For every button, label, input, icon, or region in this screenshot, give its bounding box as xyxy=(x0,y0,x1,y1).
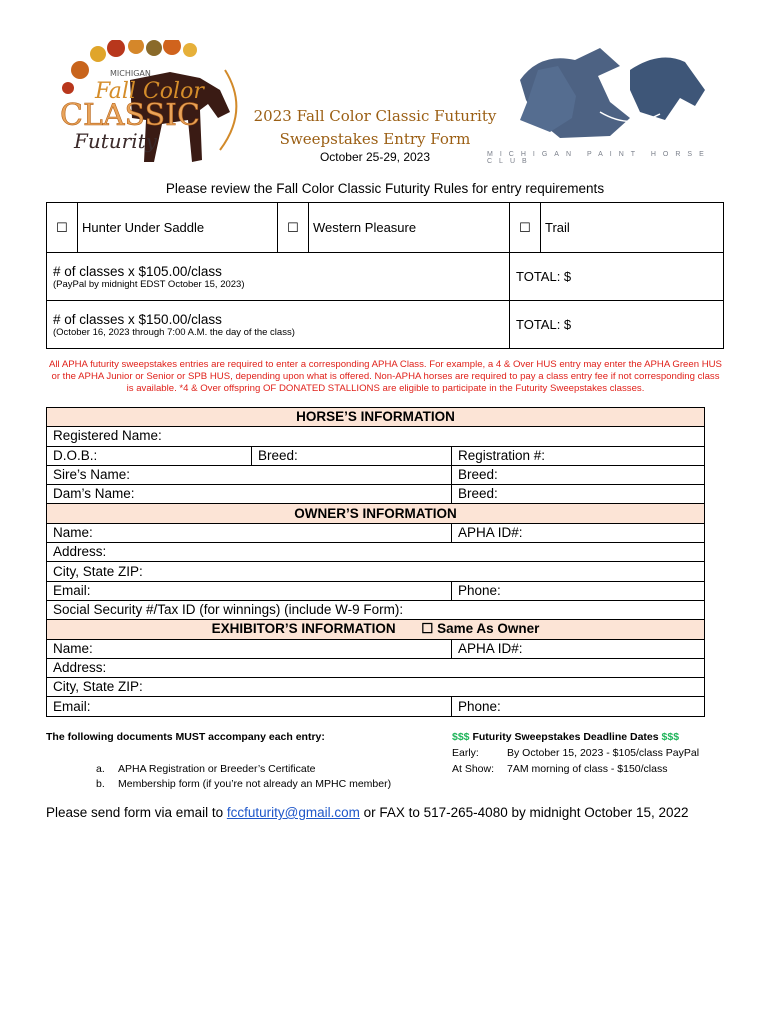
exhibitor-apha-id-field[interactable]: APHA ID#: xyxy=(452,639,705,658)
hus-checkbox[interactable]: ☐ xyxy=(47,203,78,253)
send-instructions xyxy=(46,805,689,820)
deadline-key: Early: xyxy=(452,747,479,759)
owner-city-field[interactable]: City, State ZIP: xyxy=(47,562,705,581)
deadline-value: 7AM morning of class - $150/class xyxy=(507,763,668,775)
fall-color-classic-logo xyxy=(50,40,250,180)
money-sign-left: $$$ xyxy=(452,731,470,743)
deadline-row xyxy=(452,747,699,759)
deadline-row xyxy=(452,763,667,775)
horse-info-heading: HORSE’S INFORMATION xyxy=(47,408,705,427)
club-name: MICHIGAN PAINT HORSE CLUB xyxy=(487,151,711,165)
same-as-owner-label: Same As Owner xyxy=(437,621,540,637)
logo-classic-text: CLASSIC xyxy=(60,98,200,133)
deadline-value: By October 15, 2023 - $105/class PayPal xyxy=(507,747,700,759)
review-note: Please review the Fall Color Classic Futurity Rules for entry requirements xyxy=(165,181,605,196)
email-link[interactable]: fccfuturity@gmail.com xyxy=(226,805,360,820)
registration-field[interactable]: Registration #: xyxy=(452,446,705,465)
documents-item xyxy=(96,763,315,775)
dob-field[interactable]: D.O.B.: xyxy=(47,446,252,465)
documents-item-letter: a. xyxy=(96,763,105,775)
fee-late-label: # of classes x $150.00/class xyxy=(53,311,222,327)
send-prefix: Please send form via email to xyxy=(46,805,224,820)
deadline-title-text: Futurity Sweepstakes Deadline Dates xyxy=(472,731,659,743)
class-trail: Trail xyxy=(541,203,724,253)
info-table xyxy=(46,407,705,717)
owner-ssn-field[interactable]: Social Security #/Tax ID (for winnings) (include W-9 Form): xyxy=(47,600,705,619)
owner-phone-field[interactable]: Phone: xyxy=(452,581,705,600)
class-western-pleasure: Western Pleasure xyxy=(309,203,510,253)
sire-name-field[interactable]: Sire’s Name: xyxy=(47,465,452,484)
breed-field[interactable]: Breed: xyxy=(252,446,452,465)
exhibitor-email-field[interactable]: Email: xyxy=(47,697,452,716)
owner-info-heading: OWNER’S INFORMATION xyxy=(47,504,705,523)
horse-head-right xyxy=(630,58,705,121)
deadline-title xyxy=(452,731,679,743)
trail-checkbox[interactable]: ☐ xyxy=(510,203,541,253)
owner-apha-id-field[interactable]: APHA ID#: xyxy=(452,523,705,542)
sire-breed-field[interactable]: Breed: xyxy=(452,465,705,484)
send-suffix: or FAX to 517-265-4080 by midnight October 15, 2022 xyxy=(363,805,689,820)
exhibitor-heading-text: EXHIBITOR’S INFORMATION xyxy=(211,621,396,637)
documents-item-text: Membership form (if you’re not already an MPHC member) xyxy=(118,778,392,790)
deadline-key: At Show: xyxy=(452,763,495,775)
form-title-line1: 2023 Fall Color Classic Futurity xyxy=(253,107,497,125)
dam-breed-field[interactable]: Breed: xyxy=(452,485,705,504)
fee-late-cell[interactable] xyxy=(47,301,510,349)
fee-early-cell[interactable] xyxy=(47,253,510,301)
class-hunter-under-saddle: Hunter Under Saddle xyxy=(78,203,278,253)
documents-title: The following documents MUST accompany each entry: xyxy=(46,731,325,743)
form-title-line2: Sweepstakes Entry Form xyxy=(279,130,471,148)
wp-checkbox[interactable]: ☐ xyxy=(278,203,309,253)
documents-item xyxy=(96,778,391,790)
fee-late-total[interactable]: TOTAL: $ xyxy=(510,301,724,349)
same-as-owner-checkbox[interactable]: ☐ xyxy=(421,621,434,637)
event-dates: October 25-29, 2023 xyxy=(319,150,431,164)
logo-fall-color-text: Fall Color xyxy=(95,79,204,104)
exhibitor-address-field[interactable]: Address: xyxy=(47,658,705,677)
fee-late-note: (October 16, 2023 through 7:00 A.M. the day of the class) xyxy=(53,326,295,338)
logo-futurity-text: Futurity xyxy=(74,129,157,153)
logo-michigan-text: MICHIGAN xyxy=(110,69,151,78)
owner-email-field[interactable]: Email: xyxy=(47,581,452,600)
dam-name-field[interactable]: Dam’s Name: xyxy=(47,485,452,504)
owner-name-field[interactable]: Name: xyxy=(47,523,452,542)
documents-item-letter: b. xyxy=(96,778,105,790)
documents-item-text: APHA Registration or Breeder’s Certificate xyxy=(118,763,316,775)
fee-early-note: (PayPal by midnight EDST October 15, 2023) xyxy=(53,278,245,290)
entry-table xyxy=(46,202,724,349)
eligibility-notice: All APHA futurity sweepstakes entries are required to enter a corresponding APHA Class. For example, a 4 & Over HUS entry may enter the APHA Green HUS or the APHA Junior or Senior or SPB HUS, depending upon what is offered. Non-APHA horses are required to pay a class entry fee if not corresponding class is available. *4 & Over offspring OF DONATED STALLIONS are eligible to participate in the Futurity Sweepstakes classes. xyxy=(49,359,722,394)
fee-early-total[interactable]: TOTAL: $ xyxy=(510,253,724,301)
fee-early-label: # of classes x $105.00/class xyxy=(53,263,222,279)
exhibitor-city-field[interactable]: City, State ZIP: xyxy=(47,678,705,697)
exhibitor-info-heading xyxy=(47,620,705,639)
registered-name-field[interactable]: Registered Name: xyxy=(47,427,705,446)
exhibitor-phone-field[interactable]: Phone: xyxy=(452,697,705,716)
owner-address-field[interactable]: Address: xyxy=(47,543,705,562)
exhibitor-name-field[interactable]: Name: xyxy=(47,639,452,658)
money-sign-right: $$$ xyxy=(661,731,680,743)
